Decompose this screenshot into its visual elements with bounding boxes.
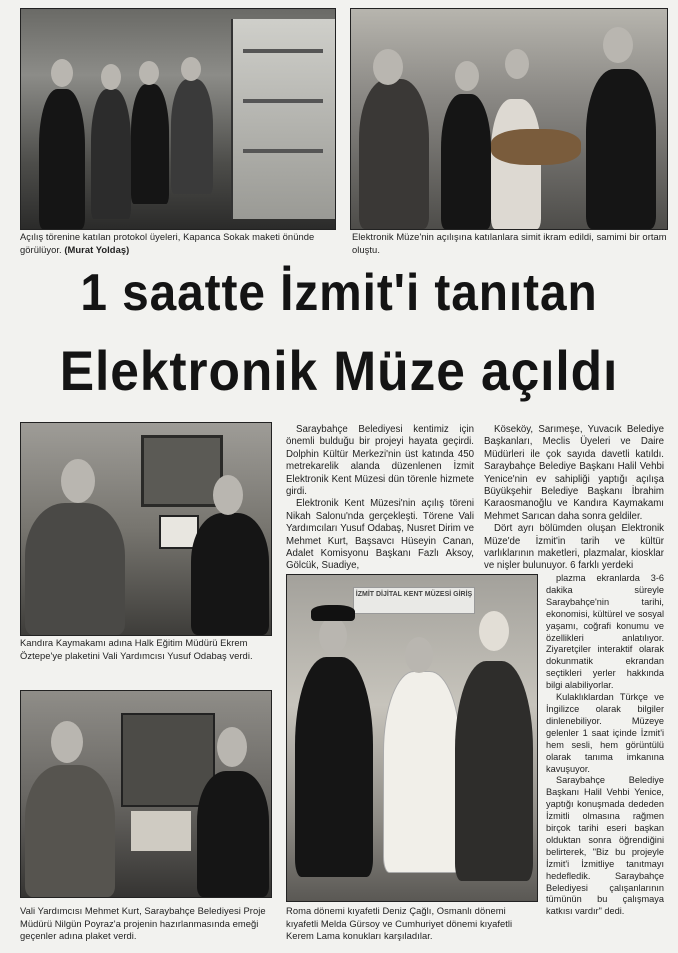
photo-costumed-hosts [286, 574, 538, 902]
museum-sign: İZMİT DİJİTAL KENT MÜZESİ GİRİŞ [353, 587, 475, 614]
caption-simit-offering: Elektronik Müze'nin açılışına katılanlara simit ikram edildi, samimi bir ortam oluştu. [352, 231, 667, 255]
caption-costumed-hosts: Roma dönemi kıyafetli Deniz Çağlı, Osmanlı dönemi kıyafetli Melda Gürsoy ve Cumhuriyet dönemi kıyafetli Kerem Lama konukları karşıladılar. [286, 905, 513, 941]
caption-plaque-poyraz: Vali Yardımcısı Mehmet Kurt, Saraybahçe Belediyesi Proje Müdürü Nilgün Poyraz'a projenin hazırlanmasında emeği geçenler adına plaket verdi. [20, 905, 266, 941]
article-column-1 [286, 424, 474, 573]
headline-line-2: Elektronik Müze açıldı [59, 339, 619, 402]
article-paragraph: Dört ayrı bölümden oluşan Elektronik Müze'de İzmit'in tarih ve kültür varlıklarının maketleri, plazmalar, kiosklar ve nişler bulunuyor. 6 farklı yerdeki [484, 523, 664, 572]
article-paragraph: Kulaklıklardan Türkçe ve İngilizce olarak bilgiler dinlenebiliyor. Müzeye gelenler 1 saat içinde İzmit'i hem sesli, hem görüntülü olarak tanıma imkanına kavuşuyor. [546, 692, 664, 774]
headline-line-1: 1 saatte İzmit'i tanıtan [80, 264, 598, 322]
photo-plaque-kandira [20, 422, 272, 636]
article-paragraph: Saraybahçe Belediyesi kentimiz için önemli bulduğu bir projeyi hayata geçirdi. Dolphin Kültür Merkezi'nin üst katında 450 metrekarelik alanda düzenlenen İzmit Elektronik Kent Müzesi dün törenle hizmete girdi. [286, 424, 474, 498]
article-paragraph: plazma ekranlarda 3-6 dakika süreyle Saraybahçe'nin tarihi, ekonomisi, kültürel ve sosyal yaşamı, coğrafi konumu ve özellikleri anlatılıyor. Ziyaretçiler interaktif olarak dokunmatik ekrandan seçtikleri yerler hakkında bilgi alabiliyorlar. [546, 573, 664, 691]
photo-credit: (Murat Yoldaş) [64, 243, 130, 255]
photo-plaque-poyraz [20, 690, 272, 898]
caption-plaque-kandira: Kandıra Kaymakamı adına Halk Eğitim Müdürü Ekrem Öztepe'ye plaketini Vali Yardımcısı Yusuf Odabaş verdi. [20, 637, 253, 661]
article-paragraph: Elektronik Kent Müzesi'nin açılış töreni Nikah Salonu'nda gerçekleşti. Törene Vali Yardımcıları Yusuf Odabaş, Nusret Dirim ve Mehmet Kurt, Başsavcı Hüseyin Canan, Adalet Komisyonu Başkanı Fazlı Aksoy, Gölcük, Suadiye, [286, 498, 474, 572]
article-paragraph: Köseköy, Sarımeşe, Yuvacık Belediye Başkanları, Meclis Üyeleri ve Daire Müdürleri ile çok sayıda davetli katıldı. Saraybahçe Belediye Başkanı Halil Vehbi Yenice'nin ev sahipliği yaptığı açılışa Büyükşehir Belediye Başkanı İbrahim Karaosmanoğlu ve Kandıra Kaymakamı Mehmet Sarıcan daha sonra geldiler. [484, 424, 664, 522]
article-column-3 [546, 573, 664, 918]
photo-protocol-members [20, 8, 336, 230]
article-column-2 [484, 424, 664, 573]
article-paragraph: Saraybahçe Belediye Başkanı Halil Vehbi Yenice, yaptığı konuşmada dededen İzmitli olmasına rağmen birçok tarihi eseri başkan olduktan sonra öğrendiğini belirterek, "Biz bu projeyle İzmit'i İzmitliye tanıtmayı hedefledik. Saraybahçe Belediyesi çalışanlarının tümünün bu çalışmaya katkısı vardır" dedi. [546, 775, 664, 917]
caption-text: Açılış törenine katılan protokol üyeleri, Kapanca Sokak maketi önünde görülüyor. [20, 231, 315, 255]
caption-protocol-members [20, 231, 336, 256]
photo-simit-offering [350, 8, 668, 230]
